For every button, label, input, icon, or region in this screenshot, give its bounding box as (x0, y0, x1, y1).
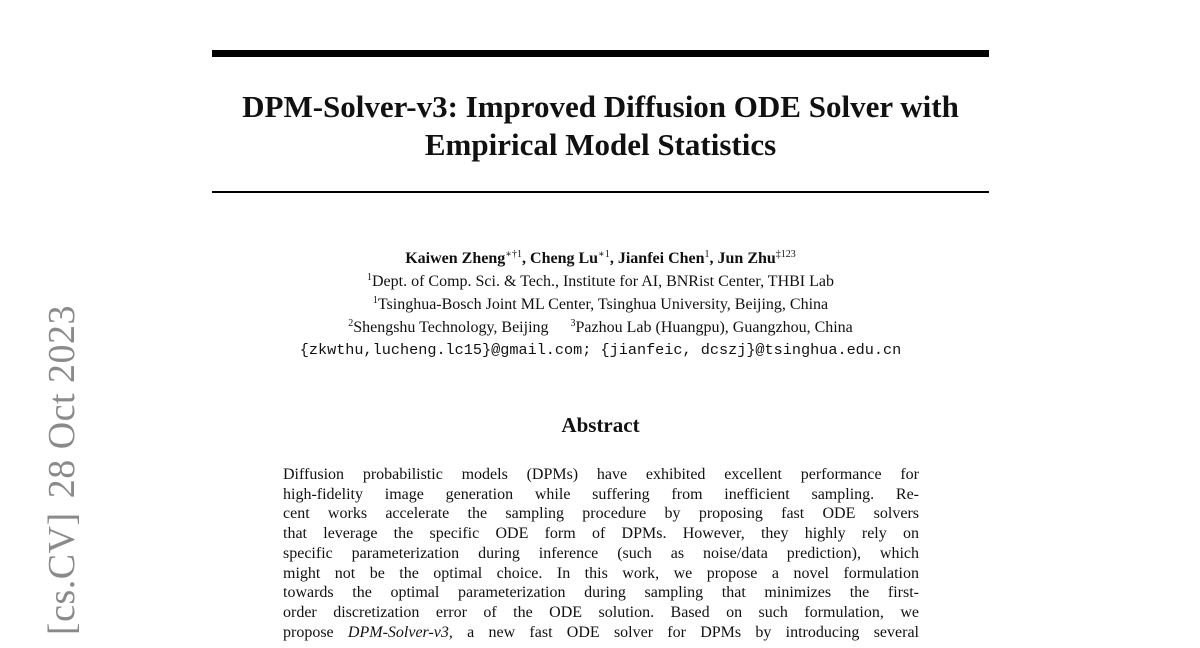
abstract-line: that leverage the specific ODE form of DPMs. However, they highly rely on (283, 525, 919, 543)
affiliation-3-mark: 2 (348, 318, 354, 329)
author-3-marks: 1 (704, 249, 710, 260)
affiliation-2 (212, 293, 989, 316)
affiliation-1 (212, 270, 989, 293)
affiliation-1-mark: 1 (366, 272, 372, 283)
author-4-marks: ‡123 (775, 249, 796, 260)
author-names (212, 247, 989, 270)
abstract-text: propose (283, 623, 348, 641)
abstract-line: cent works accelerate the sampling procedure by proposing fast ODE solvers (283, 505, 919, 523)
author-2: Cheng Lu (530, 250, 599, 267)
author-3: Jianfei Chen (617, 250, 705, 267)
affiliation-2-text: Tsinghua-Bosch Joint ML Center, Tsinghua University, Beijing, China (377, 296, 829, 313)
affiliation-1-text: Dept. of Comp. Sci. & Tech., Institute for AI, BNRist Center, THBI Lab (371, 273, 835, 290)
title-line-2: Empirical Model Statistics (424, 127, 777, 162)
paper-title (212, 88, 989, 164)
abstract-text: , a new fast ODE solver for DPMs by introducing several (448, 623, 919, 641)
abstract-line: specific parameterization during inference (such as noise/data prediction), which (283, 544, 919, 562)
author-2-marks: ∗1 (598, 249, 610, 260)
abstract-line-last (283, 623, 919, 643)
author-4: Jun Zhu (717, 250, 776, 267)
title-bottom-rule (212, 191, 989, 193)
abstract-line: high-fidelity image generation while suffering from inefficient sampling. Re- (283, 485, 919, 503)
author-1-marks: ∗†1 (505, 249, 523, 260)
affiliation-4-text: Pazhou Lab (Huangpu), Guangzhou, China (575, 319, 853, 336)
author-separator: , (609, 250, 618, 267)
arxiv-category: [cs.CV] (41, 512, 83, 636)
method-name: DPM-Solver-v3 (347, 623, 449, 641)
abstract-line: might not be the optimal choice. In this work, we propose a novel formulation (283, 564, 919, 582)
author-emails: {zkwthu,lucheng.lc15}@gmail.com; {jianfeic, dcszj}@tsinghua.edu.cn (299, 341, 902, 359)
author-separator: , (709, 250, 718, 267)
author-1: Kaiwen Zheng (405, 250, 506, 267)
arxiv-date: 28 Oct 2023 (41, 304, 83, 499)
abstract-line: towards the optimal parameterization during sampling that minimizes the first- (283, 584, 919, 602)
abstract-line: order discretization error of the ODE solution. Based on such formulation, we (283, 603, 919, 621)
affiliation-3-text: Shengshu Technology, Beijing (353, 319, 549, 336)
affiliation-2-mark: 1 (372, 295, 378, 306)
abstract-body (283, 465, 919, 642)
author-separator: , (522, 250, 531, 267)
abstract-heading: Abstract (561, 413, 640, 437)
arxiv-identifier (40, 305, 84, 635)
title-line-1: DPM-Solver-v3: Improved Diffusion ODE Solver with (242, 89, 959, 124)
abstract-line: Diffusion probabilistic models (DPMs) have exhibited excellent performance for (283, 466, 919, 483)
affiliation-4-mark: 3 (570, 318, 576, 329)
affiliation-3-4 (212, 316, 989, 339)
title-top-rule (212, 50, 989, 57)
author-block (212, 247, 989, 362)
